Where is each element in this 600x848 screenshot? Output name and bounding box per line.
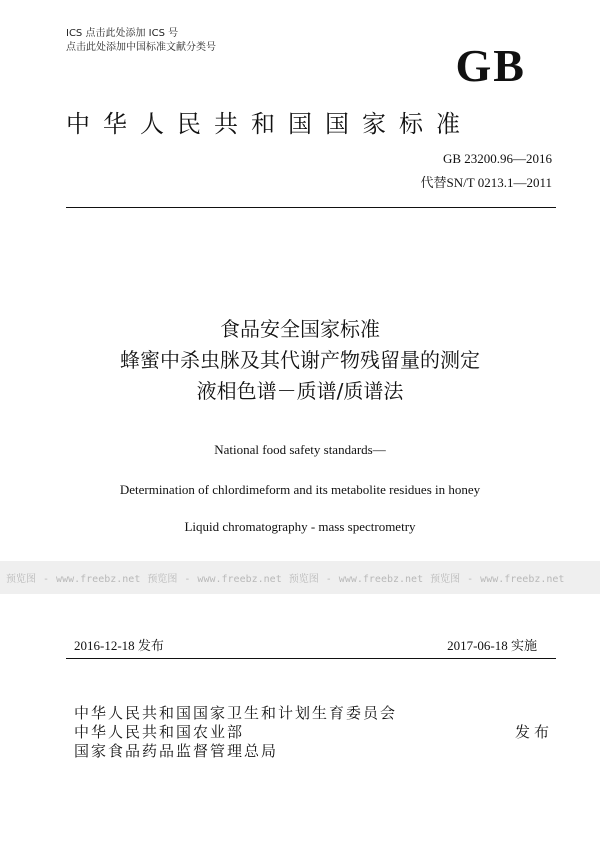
watermark-text: 预览图 - www.freebz.net 预览图 - www.freebz.net 预览图 - www.freebz.net 预览图 - www.freebz.net <box>6 574 565 585</box>
standard-title: 中华人民共和国国家标准 <box>66 110 473 138</box>
en-title-line-3: Liquid chromatography - mass spectrometry <box>184 519 416 534</box>
classification-block <box>66 27 216 55</box>
ics-field[interactable]: ICS 点击此处添加 ICS 号 <box>66 28 179 39</box>
issuer-line-3: 国家食品药品监督管理总局 <box>74 742 279 760</box>
cn-title-line-1: 食品安全国家标准 <box>220 317 380 341</box>
issuer-line-2: 中华人民共和国农业部 <box>74 723 245 741</box>
issuing-authorities <box>74 704 397 761</box>
en-title-line-1: National food safety standards— <box>214 442 386 457</box>
replaces-standard: 代替SN/T 0213.1—2011 <box>420 175 552 190</box>
header-divider <box>66 207 556 208</box>
en-title-line-2: Determination of chlordimeform and its metabolite residues in honey <box>119 482 481 497</box>
watermark-band <box>0 561 600 594</box>
gb-logo: GB <box>455 40 526 91</box>
ccs-field[interactable]: 点击此处添加中国标准文献分类号 <box>66 42 216 53</box>
chinese-title-block <box>0 314 600 407</box>
issue-date: 2016-12-18 发布 <box>74 638 164 653</box>
cn-title-line-2: 蜂蜜中杀虫脒及其代谢产物残留量的测定 <box>120 348 480 372</box>
footer-divider <box>66 658 556 659</box>
issuer-line-1: 中华人民共和国国家卫生和计划生育委员会 <box>74 704 398 722</box>
cn-title-line-3: 液相色谱－质谱/质谱法 <box>196 379 404 403</box>
standard-number: GB 23200.96—2016 <box>442 151 552 166</box>
publish-label: 发布 <box>515 723 554 741</box>
implementation-date: 2017-06-18 实施 <box>447 638 537 653</box>
